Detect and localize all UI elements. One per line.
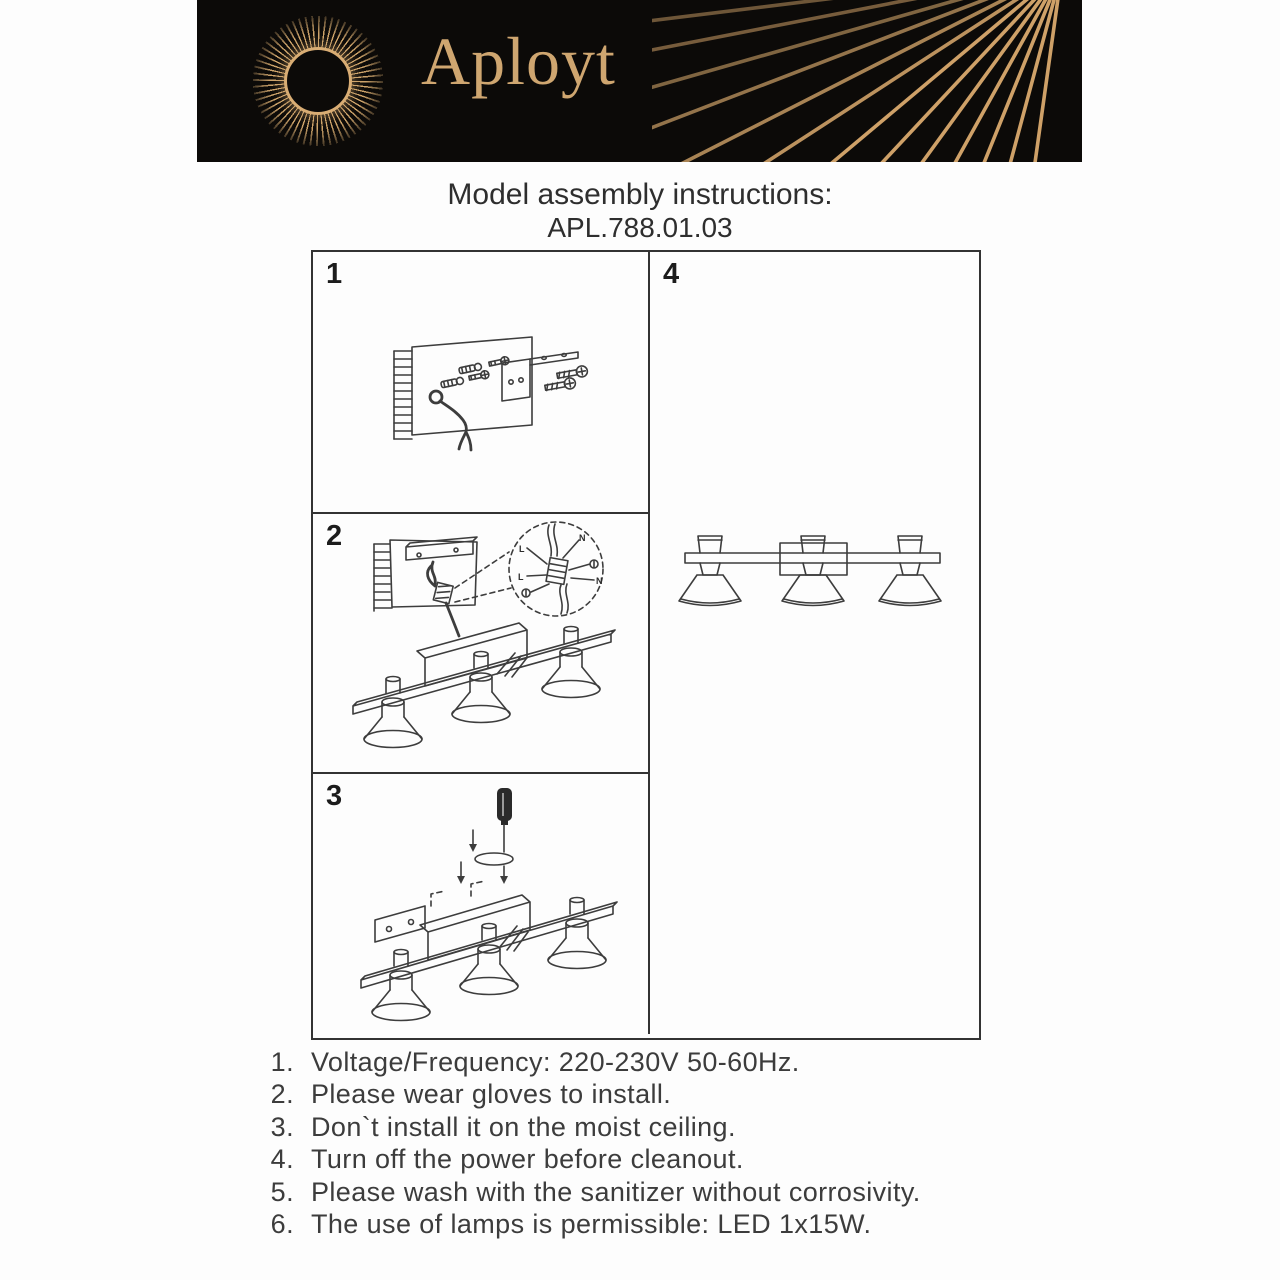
note-number: 3. — [270, 1111, 294, 1142]
assembly-steps-grid — [311, 250, 981, 1040]
step-4-panel — [650, 252, 979, 1034]
note-text: Turn off the power before cleanout. — [311, 1144, 744, 1175]
model-number: APL.788.01.03 — [547, 212, 733, 243]
safety-notes-list — [258, 1046, 921, 1240]
brand-name: Aployt — [421, 23, 616, 99]
step-4-diagram — [650, 252, 979, 1034]
note-item-3 — [258, 1111, 921, 1143]
note-number: 5. — [270, 1176, 294, 1207]
step-3-diagram — [313, 774, 648, 1036]
note-text: The use of lamps is permissible: LED 1x15W. — [311, 1209, 872, 1240]
note-number: 1. — [270, 1047, 294, 1077]
svg-text:N: N — [596, 576, 603, 586]
note-item-2 — [258, 1078, 921, 1110]
note-text: Voltage/Frequency: 220-230V 50-60Hz. — [311, 1047, 800, 1077]
screwdriver-icon — [497, 788, 512, 852]
note-number: 2. — [270, 1079, 294, 1110]
note-number: 6. — [270, 1209, 294, 1240]
step-2-diagram — [313, 514, 648, 772]
svg-text:N: N — [579, 533, 586, 543]
step-3-panel — [313, 774, 648, 1036]
decorative-rays-icon — [652, 0, 1082, 162]
note-text: Please wear gloves to install. — [311, 1079, 672, 1110]
note-item-6 — [258, 1208, 921, 1240]
note-text: Please wash with the sanitizer without corrosivity. — [311, 1176, 921, 1207]
step-4-number: 4 — [663, 258, 680, 290]
note-item-1 — [258, 1046, 921, 1078]
note-item-5 — [258, 1176, 921, 1208]
step-1-diagram — [313, 252, 648, 512]
svg-text:L: L — [519, 544, 525, 554]
title-line1: Model assembly instructions: — [447, 178, 833, 211]
sunburst-logo-icon — [253, 16, 383, 146]
step-2-number: 2 — [326, 520, 343, 552]
step-3-number: 3 — [326, 780, 343, 812]
step-1-number: 1 — [326, 258, 343, 290]
document-title — [0, 178, 1280, 244]
step-2-panel — [313, 514, 648, 772]
note-number: 4. — [270, 1144, 294, 1175]
note-item-4 — [258, 1143, 921, 1175]
step-1-panel — [313, 252, 648, 512]
svg-text:L: L — [518, 572, 524, 582]
note-text: Don`t install it on the moist ceiling. — [311, 1111, 736, 1142]
brand-header — [197, 0, 1082, 162]
